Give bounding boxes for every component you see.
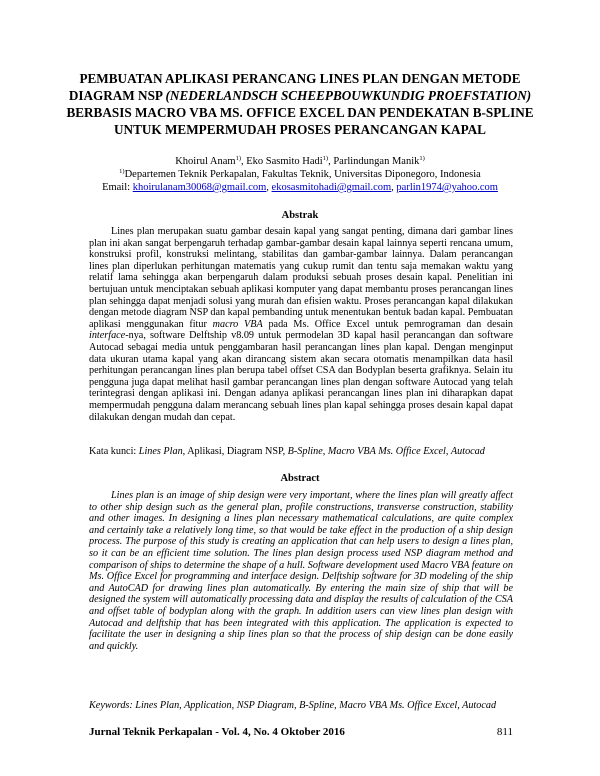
text-run: -nya, software Delftship v8.09 untuk permodelan 3D kapal hasil perancangan dan software Autocad sebagai media untuk penggambaran hasil perancangan lines plan kapal. Dengan menginput data ukuran utama kapal yang akan dirancang sistem akan secara otomatis menampilkan data hasil perhitungan perancangan lines plan berupa tabel offset CSA dan Bodyplan beserta grafiknya. Selain itu pengguna juga dapat melihat hasil gambar perancangan lines plan dengan software Autocad yang telah terintegrasi dengan aplikasi ini. Dengan adanya aplikasi perancangan lines plan ini diharapkan dapat mempermudah pengguna dalam merancang sebuah lines plan kapal sehingga proses desain kapal dapat dilakukan dengan mudah dan cepat. bbox=[89, 330, 513, 423]
author-name: Parlindungan Manik bbox=[333, 156, 420, 167]
italic-run: macro VBA bbox=[212, 318, 263, 330]
text-run: , Aplikasi, Diagram NSP, bbox=[182, 446, 288, 457]
title-part-1: PEMBUATAN APLIKASI PERANCANG LINES PLAN DENGAN METODE DIAGRAM NSP bbox=[68, 71, 521, 103]
abstrak-heading: Abstrak bbox=[281, 210, 319, 221]
title-part-3: BERBASIS MACRO VBA MS. OFFICE EXCEL DAN PENDEKATAN B-SPLINE UNTUK MEMPERMUDAH PROSES PERANCANGAN KAPAL bbox=[66, 105, 534, 137]
italic-run: Autocad bbox=[450, 446, 485, 457]
text-run: pada Ms. Office Excel untuk pemrograman dan desain bbox=[262, 318, 514, 330]
journal-name: Jurnal Teknik Perkapalan - Vol. 4, No. 4 Oktober 2016 bbox=[89, 726, 345, 738]
affiliation bbox=[40, 168, 560, 181]
author-affiliation-marker: 1) bbox=[322, 155, 329, 162]
text-run: Lines plan merupakan suatu gambar desain kapal yang sangat penting, dimana dari gambar lines plan ini akan sangat berpengaruh terhadap gambar-gambar desain kapal lainnya seperti rencana umum, konstruksi profil, konstruksi melintang, stabilitas dan gambar-gambar lainnya. Dalam perancangan lines plan diperlukan perhitungan matematis yang cukup rumit dan tentu saja memakan waktu yang relatif lama sehingga akan berpengaruh dalam produksi sebuah proses desain kapal. Penelitian ini bertujuan untuk menciptakan sebuah aplikasi komputer yang dapat membantu proses perancangan lines plan sehingga dapat menjadi solusi yang murah dan efisien waktu. Proses perancangan kapal dilakukan dengan metode diagram NSP dan kapal pembanding untuk menentukan bentuk badan kapal. Pembuatan aplikasi menggunakan fitur bbox=[89, 226, 513, 330]
affiliation-text: Departemen Teknik Perkapalan, Fakultas Teknik, Universitas Diponegoro, Indonesia bbox=[124, 169, 481, 180]
email-link-3[interactable]: parlin1974@yahoo.com bbox=[396, 182, 498, 193]
page-footer bbox=[89, 726, 513, 738]
author-name: Khoirul Anam bbox=[175, 156, 236, 167]
email-link-2[interactable]: ekosasmitohadi@gmail.com bbox=[271, 182, 392, 193]
email-link-1[interactable]: khoirulanam30068@gmail.com bbox=[132, 182, 267, 193]
author-affiliation-marker: 1) bbox=[419, 155, 425, 162]
text-run: , bbox=[322, 446, 328, 457]
italic-run: interface bbox=[89, 330, 126, 342]
kata-kunci bbox=[89, 446, 519, 458]
author-list: Khoirul Anam$^{1)}$, Eko Sasmito Hadi$^{1)}$, Parlindungan Manik$^{1)}$ bbox=[175, 155, 425, 167]
keywords-line: Keywords: Lines Plan, Application, NSP Diagram, B-Spline, Macro VBA Ms. Office Excel, Autocad bbox=[89, 700, 497, 711]
author-name: Eko Sasmito Hadi bbox=[246, 156, 323, 167]
abstract-heading: Abstract bbox=[280, 473, 320, 484]
paper-title bbox=[60, 70, 540, 138]
kata-kunci-label: Kata kunci: bbox=[89, 446, 139, 457]
text-run: , bbox=[445, 446, 451, 457]
abstrak-body bbox=[89, 226, 513, 423]
italic-run: B-Spline bbox=[287, 446, 323, 457]
abstract-body: Lines plan is an image of ship design were very important, where the lines plan will greatly affect to other ship design such as the general plan, profile constructions, transverse construction, stability and other images. In designing a lines plan necessary mathematical calculations, are quite complex and certainly take a relatively long time, so that would be take effect in the production of a ship design process. The purpose of this study is creating an application that can help users to design a lines plan, so it can be an efficient time solution. The lines plan design process used NSP diagram method and comparison of ships to determine the shape of a hull. Software development used Macro VBA feature on Ms. Office Excel for programming and interface design. Delftship software for 3D modeling of the ship and AutoCAD for drawing lines plan automatically. By entering the main size of ship that will be designed the system will automatically processing data and display the results of calculation of the CSA and offset table of bodyplan along with the graph. In addition users can view lines plan design with Autocad and delftship that has been integrated with this application. The application is expected to facilitate the user in designing a ship lines plan so that the process of ship design can be done easily and quickly. bbox=[89, 490, 513, 652]
italic-run: Lines Plan bbox=[138, 446, 183, 457]
page-number: 811 bbox=[496, 726, 513, 738]
email-label: Email: bbox=[102, 182, 133, 193]
title-part-2-italic: (NEDERLANDSCH SCHEEPBOUWKUNDIG PROEFSTATION) bbox=[165, 88, 532, 103]
italic-run: Macro VBA Ms. Office Excel bbox=[327, 446, 446, 457]
affiliation-marker: 1) bbox=[119, 168, 125, 175]
author-affiliation-marker: 1) bbox=[235, 155, 241, 162]
email-line: Email: khoirulanam30068@gmail.com, ekosasmitohadi@gmail.com, parlin1974@yahoo.com bbox=[102, 182, 498, 193]
